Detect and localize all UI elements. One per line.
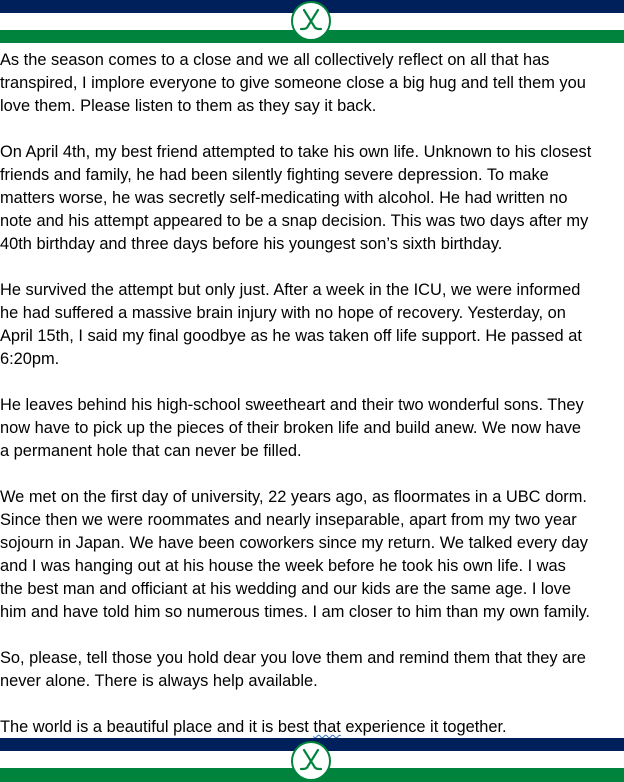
text-line: he had suffered a massive brain injury with no hope of recovery. Yesterday, on bbox=[0, 304, 566, 322]
text-line: sojourn in Japan. We have been coworkers since my return. We talked every day bbox=[0, 534, 588, 552]
text-line: April 15th, I said my final goodbye as he was taken off life support. He passed at bbox=[0, 327, 582, 345]
crossed-hockey-sticks-icon bbox=[291, 1, 331, 41]
bottom-banner bbox=[0, 738, 624, 782]
text-line: On April 4th, my best friend attempted to take his own life. Unknown to his closest bbox=[0, 143, 592, 161]
paragraph-5 bbox=[0, 486, 624, 624]
text-line: matters worse, he was secretly self-medicating with alcohol. He had written no bbox=[0, 189, 568, 207]
paragraph-1 bbox=[0, 49, 624, 118]
text-line: So, please, tell those you hold dear you love them and remind them that they are bbox=[0, 649, 586, 667]
text-line: note and his attempt appeared to be a snap decision. This was two days after my bbox=[0, 212, 589, 230]
text-line: We met on the first day of university, 22 years ago, as floormates in a UBC dorm. bbox=[0, 488, 587, 506]
spellcheck-flagged-word[interactable]: that bbox=[313, 718, 341, 736]
paragraph-3 bbox=[0, 279, 624, 371]
paragraph-closing bbox=[0, 716, 624, 739]
top-banner bbox=[0, 0, 624, 44]
paragraph-2 bbox=[0, 141, 624, 256]
text-line: never alone. There is always help available. bbox=[0, 672, 318, 690]
text-line: 6:20pm. bbox=[0, 350, 60, 368]
text-line: the best man and officiant at his wedding and our kids are the same age. I love bbox=[0, 580, 571, 598]
text-line: He leaves behind his high-school sweetheart and their two wonderful sons. They bbox=[0, 396, 584, 414]
text-line: Since then we were roommates and nearly inseparable, apart from my two year bbox=[0, 511, 577, 529]
text-line: now have to pick up the pieces of their broken life and build anew. We now have bbox=[0, 419, 582, 437]
text-line: As the season comes to a close and we all collectively reflect on all that has bbox=[0, 51, 550, 69]
paragraph-6 bbox=[0, 647, 624, 693]
crossed-hockey-sticks-icon bbox=[291, 741, 331, 781]
text-line: 40th birthday and three days before his youngest son’s sixth birthday. bbox=[0, 235, 503, 253]
text-line: a permanent hole that can never be filled. bbox=[0, 442, 302, 460]
text-line: love them. Please listen to them as they say it back. bbox=[0, 97, 377, 115]
text-line: friends and family, he had been silently fighting severe depression. To make bbox=[0, 166, 549, 184]
paragraph-4 bbox=[0, 394, 624, 463]
text-line: him and have told him so numerous times. I am closer to him than my own family. bbox=[0, 603, 590, 621]
closing-text-before: The world is a beautiful place and it is best bbox=[0, 718, 314, 736]
text-line: transpired, I implore everyone to give someone close a big hug and tell them you bbox=[0, 74, 586, 92]
text-line: and I was hanging out at his house the week before he took his own life. I was bbox=[0, 557, 566, 575]
article-body bbox=[0, 49, 624, 739]
closing-text-after: experience it together. bbox=[340, 718, 507, 736]
text-line: He survived the attempt but only just. After a week in the ICU, we were informed bbox=[0, 281, 581, 299]
